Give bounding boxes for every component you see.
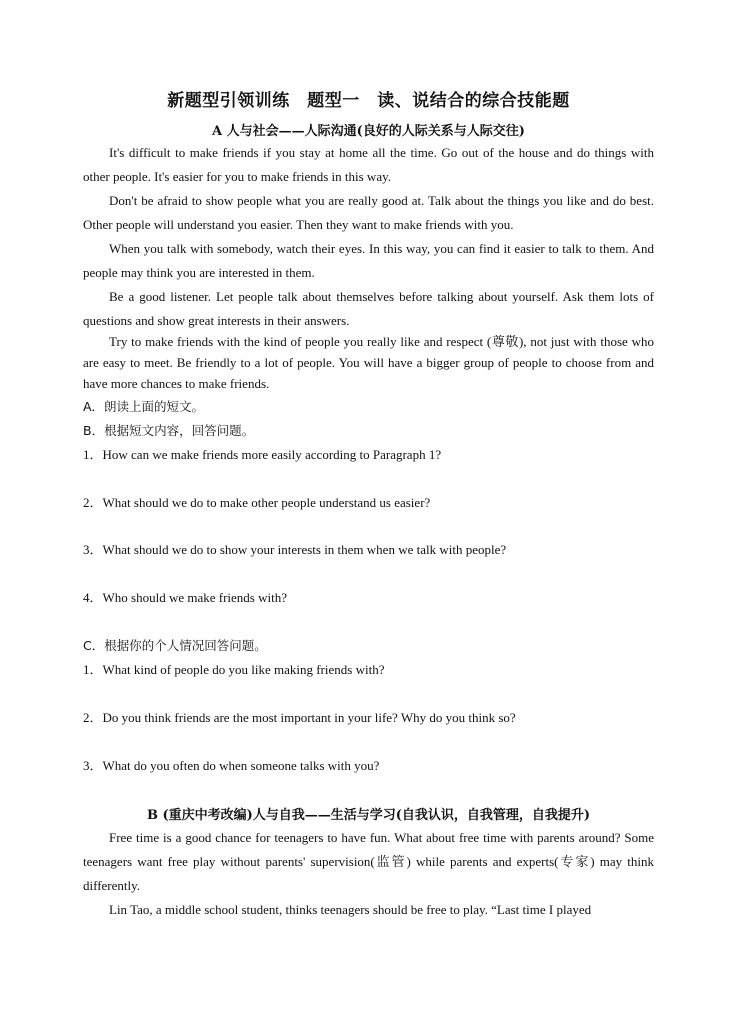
passage-b-paragraph-1: Free time is a good chance for teenagers to have fun. What about free time with parents around? Some teenagers want free play without parents' supervision(监管) while parents and experts(专家) may think differently. [83, 830, 654, 893]
passage-a-paragraph-2: Don't be afraid to show people what you are really good at. Talk about the things you like and do best. Other people will understand you easier. Then they want to make friends with you. [83, 193, 654, 232]
passage-a-paragraph-5: Try to make friends with the kind of people you really like and respect (尊敬), not just with those who are easy to meet. Be friendly to a lot of people. You will have a bigger group of people to choose from and have more chances to make friends. [83, 334, 654, 391]
task-c-instruction: C．根据你的个人情况回答问题。 [83, 638, 267, 653]
passage-b-paragraph-2: Lin Tao, a middle school student, thinks teenagers should be free to play. “Last time I played [109, 902, 592, 917]
task-a-instruction: A．朗读上面的短文。 [83, 399, 205, 414]
question-b-4: 4．Who should we make friends with? [83, 590, 287, 605]
section-b-heading: B (重庆中考改编)人与自我——生活与学习(自我认识，自我管理，自我提升) [146, 808, 591, 823]
question-c-3: 3．What do you often do when someone talks with you? [83, 758, 380, 773]
question-c-2: 2．Do you think friends are the most important in your life? Why do you think so? [83, 710, 516, 725]
page-title: 新题型引领训练 题型一 读、说结合的综合技能题 [167, 91, 570, 111]
passage-a-paragraph-4: Be a good listener. Let people talk about themselves before talking about yourself. Ask them lots of questions and show great interests in their answers. [83, 289, 654, 328]
question-b-1: 1．How can we make friends more easily according to Paragraph 1? [83, 447, 442, 462]
passage-a-paragraph-3: When you talk with somebody, watch their eyes. In this way, you can find it easier to talk to them. And people may think you are interested in them. [83, 241, 654, 280]
section-a-heading: A 人与社会——人际沟通(良好的人际关系与人际交往) [212, 124, 525, 139]
question-b-3: 3．What should we do to show your interests in them when we talk with people? [83, 542, 507, 557]
passage-a-paragraph-1: It's difficult to make friends if you stay at home all the time. Go out of the house and do things with other people. It's easier for you to make friends in this way. [83, 145, 654, 184]
question-c-1: 1．What kind of people do you like making friends with? [83, 662, 385, 677]
task-b-instruction: B．根据短文内容，回答问题。 [83, 423, 255, 438]
question-b-2: 2．What should we do to make other people understand us easier? [83, 495, 431, 510]
